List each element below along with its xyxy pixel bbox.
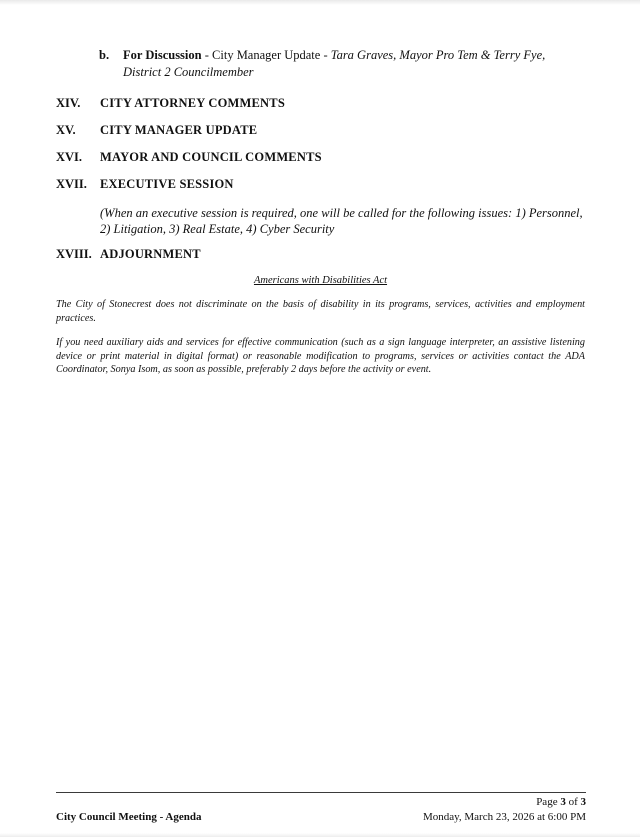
section-number: XIV.: [56, 96, 81, 110]
section-title: EXECUTIVE SESSION: [100, 177, 234, 191]
footer-bottom-row: [56, 810, 586, 824]
subitem-label-bold: For Discussion: [123, 48, 202, 62]
subitem-sep1: -: [201, 48, 213, 62]
section-mayor-and-council-comments: [56, 150, 640, 164]
ada-heading: [56, 274, 585, 287]
footer-doc-title: City Council Meeting - Agenda: [56, 811, 202, 823]
section-executive-session: [56, 177, 640, 191]
subitem-label-regular: City Manager Update: [212, 48, 321, 62]
section-title: MAYOR AND COUNCIL COMMENTS: [100, 150, 322, 164]
agenda-sections: [0, 96, 640, 261]
ada-nondiscrimination-paragraph: The City of Stonecrest does not discriminate on the basis of disability in its programs, services, activities and employment practices.: [56, 299, 585, 324]
agenda-content: [0, 47, 640, 377]
page-number-line: [56, 795, 586, 809]
page-prefix: Page: [536, 796, 561, 808]
page-number: 3: [560, 796, 566, 808]
subitem-text: [123, 47, 569, 81]
page-of: of: [565, 796, 581, 808]
section-adjournment: [56, 247, 640, 261]
page-edge-shadow-top: [0, 0, 640, 5]
subitem-sep2: -: [320, 48, 331, 62]
agenda-subitem-b: [99, 47, 569, 81]
footer-datetime: Monday, March 23, 2026 at 6:00 PM: [422, 811, 586, 823]
section-number: XV.: [56, 123, 76, 137]
executive-session-note: (When an executive session is required, one will be called for the following issues: 1) Personnel, 2) Litigation, 3) Real Estate, 4) Cyber Security: [100, 206, 583, 236]
ada-heading-text: Americans with Disabilities Act: [253, 275, 388, 286]
section-number: XVI.: [56, 150, 83, 164]
section-city-attorney-comments: [56, 96, 640, 110]
section-city-manager-update: [56, 123, 640, 137]
section-title: CITY MANAGER UPDATE: [100, 123, 258, 137]
section-number: XVII.: [56, 177, 87, 191]
section-title: ADJOURNMENT: [100, 247, 201, 261]
section-title: CITY ATTORNEY COMMENTS: [100, 96, 285, 110]
page-total: 3: [580, 796, 586, 808]
page-edge-shadow-bottom: [0, 833, 640, 837]
section-number: XVIII.: [56, 247, 92, 261]
page-footer: [56, 792, 586, 824]
subitem-marker: b.: [99, 48, 110, 62]
ada-auxiliary-aids-paragraph: If you need auxiliary aids and services for effective communication (such as a sign language interpreter, an assistive listening device or print material in digital format) or reasonable modification to programs, services or activities contact the ADA Coordinator, Sonya Isom, as soon as possible, preferably 2 days before the activity or event.: [56, 337, 585, 375]
subitem-presenters: Tara Graves, Mayor Pro Tem & Terry Fye, District 2 Councilmember: [123, 48, 546, 79]
